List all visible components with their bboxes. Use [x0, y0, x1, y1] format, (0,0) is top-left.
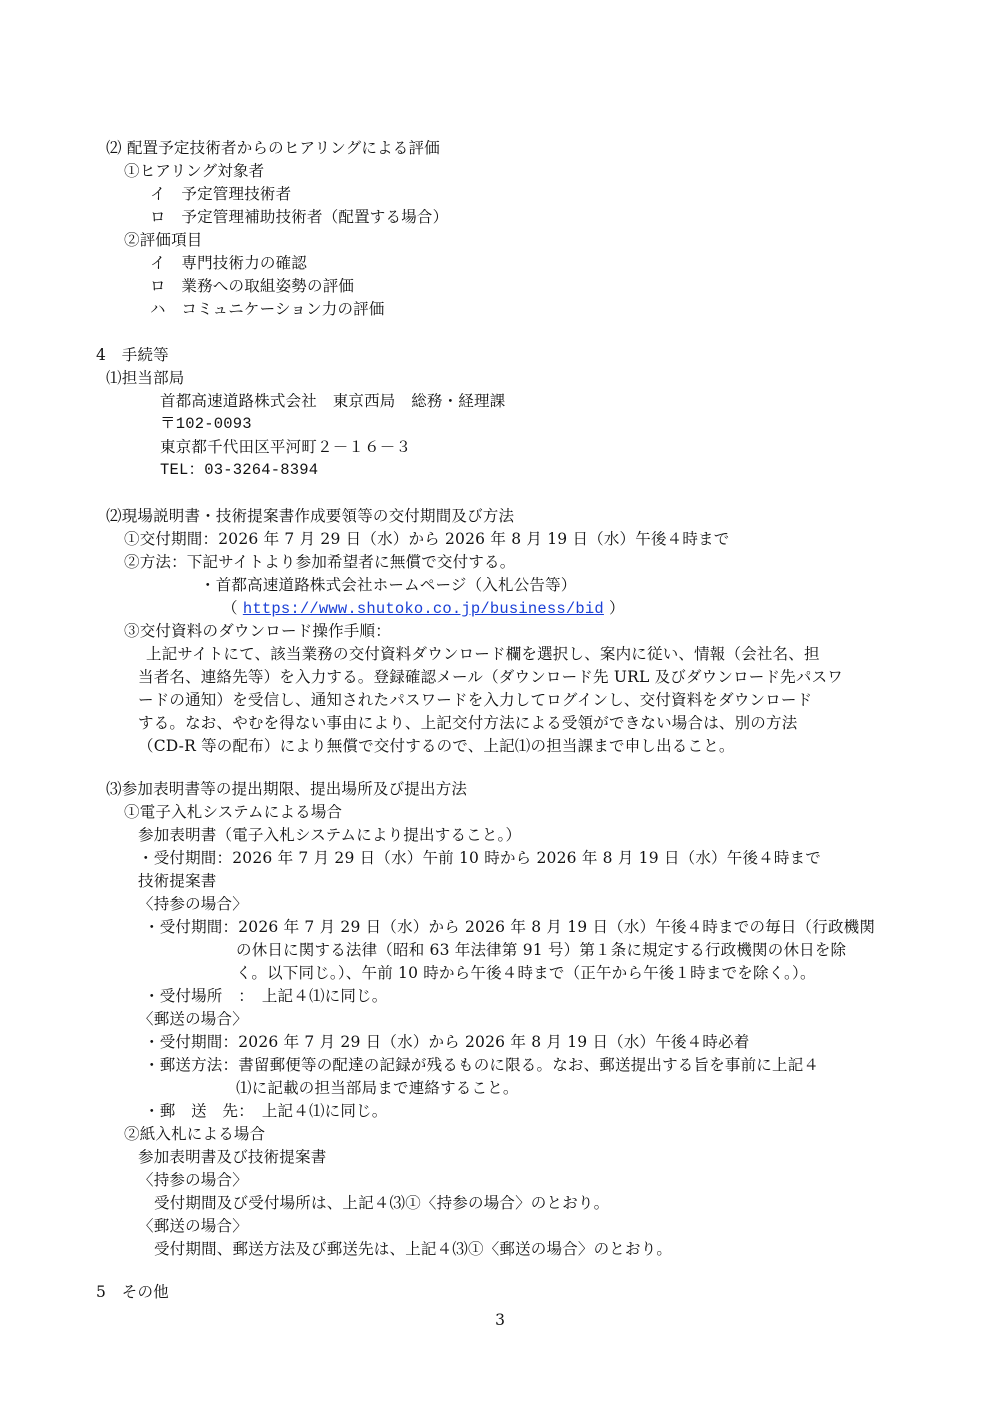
distribution-heading: ⑵現場説明書・技術提案書作成要領等の交付期間及び方法: [106, 507, 515, 525]
eval-item-i: イ 専門技術力の確認: [150, 254, 308, 272]
carry-in-heading: 〈持参の場合〉: [138, 895, 248, 913]
submission-heading: ⑶参加表明書等の提出期限、提出場所及び提出方法: [106, 780, 468, 798]
eval-item-ha: ハ コミュニケーション力の評価: [150, 300, 385, 318]
hearing-target-i: イ 予定管理技術者: [150, 185, 292, 203]
download-procedure-line-3: ードの通知）を受信し、通知されたパスワードを入力してログインし、交付資料をダウンロード: [138, 691, 813, 709]
tech-proposal-label: 技術提案書: [138, 872, 217, 890]
mail-method-line-2: ⑴に記載の担当部局まで連絡すること。: [236, 1079, 519, 1097]
eval-items-heading: ②評価項目: [124, 231, 203, 249]
carry-in-period-line-2: の休日に関する法律（昭和 63 年法律第 91 号）第１条に規定する行政機関の休日を除: [236, 941, 847, 959]
eval-item-ro: ロ 業務への取組姿勢の評価: [150, 277, 355, 295]
distribution-period: ①交付期間：2026 年 7 月 29 日（水）から 2026 年 8 月 19 日（水）午後４時まで: [124, 530, 730, 548]
carry-in-period-line-3: く。以下同じ。）、午前 10 時から午後４時まで（正午から午後１時までを除く。）。: [236, 964, 816, 982]
url-close-paren: ）: [609, 599, 625, 617]
paper-mail-text: 受付期間、郵送方法及び郵送先は、上記４⑶①〈郵送の場合〉のとおり。: [154, 1240, 673, 1258]
download-procedure-line-4: する。なお、やむを得ない事由により、上記交付方法による受領ができない場合は、別の方法: [138, 714, 798, 732]
dept-heading: ⑴担当部局: [106, 369, 185, 387]
hearing-target-ro: ロ 予定管理補助技術者（配置する場合）: [150, 208, 449, 226]
paper-mail-heading: 〈郵送の場合〉: [138, 1217, 248, 1235]
mail-method-line-1: ・郵送方法：書留郵便等の配達の記録が残るものに限る。なお、郵送提出する旨を事前に上記４: [144, 1056, 820, 1074]
download-procedure-line-2: 当者名、連絡先等）を入力する。登録確認メール（ダウンロード先 URL 及びダウンロード先パスワ: [138, 668, 843, 686]
mail-heading: 〈郵送の場合〉: [138, 1010, 248, 1028]
distribution-url-line: [222, 597, 625, 619]
distribution-method: ②方法：下記サイトより参加希望者に無償で交付する。: [124, 553, 516, 571]
application-doc-label: 参加表明書（電子入札システムにより提出すること。）: [138, 826, 522, 844]
mail-destination: ・郵 送 先： 上記４⑴に同じ。: [144, 1102, 388, 1120]
download-procedure-line-5: （CD-R 等の配布）により無償で交付するので、上記⑴の担当課まで申し出ること。: [138, 737, 735, 755]
distribution-site: ・首都高速道路株式会社ホームページ（入札公告等）: [200, 576, 577, 594]
dept-postal: 〒102-0093: [160, 415, 252, 433]
paper-doc-label: 参加表明書及び技術提案書: [138, 1148, 327, 1166]
section-5-heading: 5 その他: [96, 1283, 169, 1301]
section-3-2-heading: ⑵ 配置予定技術者からのヒアリングによる評価: [106, 139, 440, 157]
bid-site-link[interactable]: https://www.shutoko.co.jp/business/bid: [242, 600, 604, 618]
page-number: 3: [495, 1311, 505, 1329]
download-procedure-line-1: 上記サイトにて、該当業務の交付資料ダウンロード欄を選択し、案内に従い、情報（会社名、担: [146, 645, 820, 663]
carry-in-place: ・受付場所 ： 上記４⑴に同じ。: [144, 987, 388, 1005]
download-procedure-heading: ③交付資料のダウンロード操作手順：: [124, 622, 391, 640]
paper-carry-text: 受付期間及び受付場所は、上記４⑶①〈持参の場合〉のとおり。: [154, 1194, 610, 1212]
application-period: ・受付期間：2026 年 7 月 29 日（水）午前 10 時から 2026 年 8 月 19 日（水）午後４時まで: [138, 849, 821, 867]
paper-carry-heading: 〈持参の場合〉: [138, 1171, 248, 1189]
section-4-heading: 4 手続等: [96, 346, 169, 364]
mail-period: ・受付期間：2026 年 7 月 29 日（水）から 2026 年 8 月 19 日（水）午後４時必着: [144, 1033, 750, 1051]
dept-address: 東京都千代田区平河町２－１６－３: [160, 438, 412, 456]
dept-name: 首都高速道路株式会社 東京西局 総務・経理課: [160, 392, 506, 410]
electronic-bid-heading: ①電子入札システムによる場合: [124, 803, 343, 821]
hearing-target-heading: ①ヒアリング対象者: [124, 162, 265, 180]
dept-tel: TEL：03-3264-8394: [160, 461, 319, 479]
url-open-paren: （: [222, 599, 238, 617]
paper-bid-heading: ②紙入札による場合: [124, 1125, 266, 1143]
carry-in-period-line-1: ・受付期間：2026 年 7 月 29 日（水）から 2026 年 8 月 19 日（水）午後４時までの毎日（行政機関: [144, 918, 876, 936]
